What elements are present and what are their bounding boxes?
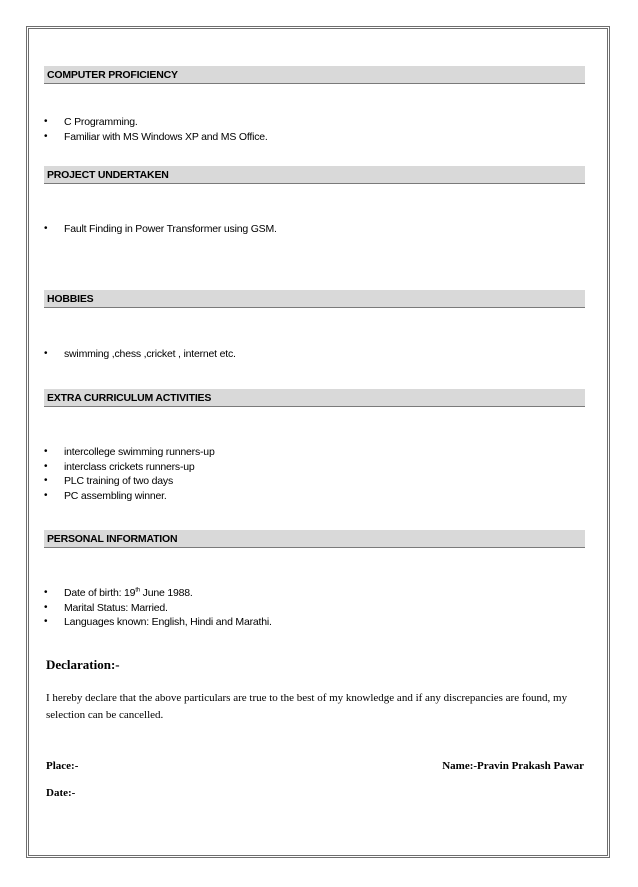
page-border: [26, 26, 610, 858]
section-heading-hobbies: HOBBIES: [44, 290, 585, 308]
dob-superscript: th: [135, 587, 140, 594]
project-list: [44, 222, 277, 237]
list-item: • intercollege swimming runners-up: [44, 445, 215, 460]
list-item: • Languages known: English, Hindi and Marathi.: [44, 615, 272, 630]
list-item: • Fault Finding in Power Transformer using GSM.: [44, 222, 277, 237]
list-item: • swimming ,chess ,cricket , internet etc.: [44, 347, 236, 362]
list-item: • Marital Status: Married.: [44, 601, 272, 616]
list-item: • PC assembling winner.: [44, 489, 215, 504]
list-item: • PLC training of two days: [44, 474, 215, 489]
hobbies-list: [44, 347, 236, 362]
declaration-title: Declaration:-: [46, 657, 120, 672]
list-item: • Familiar with MS Windows XP and MS Office.: [44, 130, 268, 145]
personal-information-list: [44, 586, 272, 630]
section-heading-computer-proficiency: COMPUTER PROFICIENCY: [44, 66, 585, 84]
section-heading-extra-curriculum: EXTRA CURRICULUM ACTIVITIES: [44, 389, 585, 407]
section-heading-personal-information: PERSONAL INFORMATION: [44, 530, 585, 548]
list-item-date-of-birth: [44, 586, 272, 601]
computer-proficiency-list: [44, 115, 268, 144]
extra-curriculum-list: [44, 445, 215, 503]
section-heading-project-undertaken: PROJECT UNDERTAKEN: [44, 166, 585, 184]
dob-prefix: Date of birth: 19: [64, 587, 136, 599]
list-item: • C Programming.: [44, 115, 268, 130]
place-label: Place:-: [46, 760, 79, 772]
dob-suffix: June 1988.: [139, 587, 193, 599]
name-label: Name:-Pravin Prakash Pawar: [442, 760, 584, 772]
list-item: • interclass crickets runners-up: [44, 460, 215, 475]
declaration-text: I hereby declare that the above particulars are true to the best of my knowledge and if any discrepancies are found, my selection can be cancelled.: [46, 692, 568, 721]
date-label: Date:-: [46, 787, 76, 799]
